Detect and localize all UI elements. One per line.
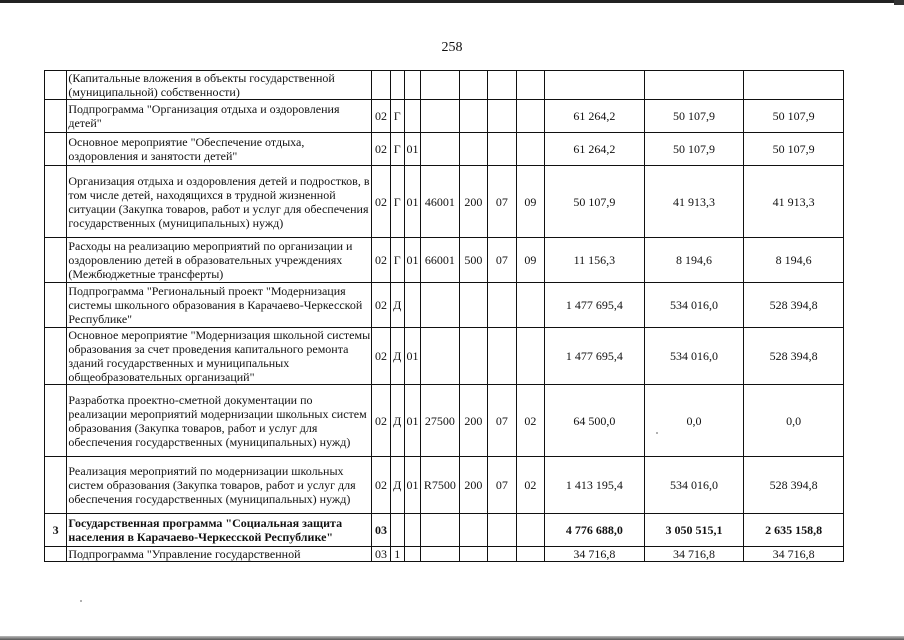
page-number: 258 xyxy=(441,40,463,55)
code-section: 07 xyxy=(488,457,516,514)
code-subprogram: Д xyxy=(390,457,404,514)
amount-year-3: 528 394,8 xyxy=(744,328,844,385)
code-section xyxy=(488,100,516,133)
code-expense-type xyxy=(459,328,487,385)
amount-year-2: 50 107,9 xyxy=(644,100,744,133)
row-number xyxy=(45,166,67,238)
amount-year-1: 1 477 695,4 xyxy=(545,283,645,328)
row-name: Разработка проектно-сметной документации по реализации мероприятий модернизации школьных систем образования (Закупка товаров, работ и услуг для обеспечения государственных (муниципальных) нужд) xyxy=(67,385,372,457)
row-name: Основное мероприятие "Модернизация школьной системы образования за счет проведения капитального ремонта зданий государственных и муниципальных общеобразовательных организаций" xyxy=(68,328,371,384)
row-number xyxy=(45,328,67,385)
code-section: 07 xyxy=(488,166,516,238)
code-section xyxy=(488,71,516,100)
code-subprogram: Г xyxy=(390,133,404,166)
code-section: 07 xyxy=(488,238,516,283)
row-name: Подпрограмма "Региональный проект "Модернизация системы школьного образования в Карачаево-Черкесской Республике" xyxy=(67,283,372,328)
row-number: 3 xyxy=(45,514,67,547)
code-expense-type xyxy=(459,133,487,166)
table-row xyxy=(45,166,844,238)
row-number xyxy=(45,547,67,562)
row-name: Реализация мероприятий по модернизации школьных систем образования (Закупка товаров, работ и услуг для обеспечения государственных (муниципальных) нужд) xyxy=(67,457,372,514)
amount-year-1: 11 156,3 xyxy=(545,238,645,283)
code-direction xyxy=(421,328,460,385)
code-subsection xyxy=(516,283,544,328)
table-row xyxy=(45,71,844,100)
code-event xyxy=(404,283,420,328)
table-row xyxy=(45,133,844,166)
code-program: 03 xyxy=(372,547,390,562)
code-expense-type xyxy=(459,514,487,547)
amount-year-3: 34 716,8 xyxy=(744,547,844,562)
row-name: Государственная программа "Социальная защита населения в Карачаево-Черкесской Республике" xyxy=(67,514,372,547)
amount-year-3: 50 107,9 xyxy=(744,133,844,166)
code-section xyxy=(488,283,516,328)
amount-year-3: 528 394,8 xyxy=(744,283,844,328)
code-expense-type xyxy=(459,283,487,328)
row-number xyxy=(45,385,67,457)
code-subprogram xyxy=(390,514,404,547)
amount-year-1: 1 477 695,4 xyxy=(545,328,645,385)
row-number xyxy=(45,283,67,328)
code-subprogram: Г xyxy=(390,238,404,283)
code-expense-type: 200 xyxy=(459,166,487,238)
code-program: 02 xyxy=(372,238,390,283)
row-number xyxy=(45,133,67,166)
code-subsection xyxy=(516,328,544,385)
amount-year-2: 534 016,0 xyxy=(644,328,744,385)
code-event: 01 xyxy=(404,328,420,385)
row-number xyxy=(45,238,67,283)
amount-year-3: 0,0 xyxy=(744,385,844,457)
code-direction xyxy=(421,100,460,133)
code-subprogram: Д xyxy=(390,283,404,328)
code-event xyxy=(404,547,420,562)
code-event xyxy=(404,100,420,133)
code-event: 01 xyxy=(404,457,420,514)
row-number xyxy=(45,100,67,133)
code-program xyxy=(372,71,390,100)
amount-year-1: 61 264,2 xyxy=(545,100,645,133)
amount-year-2: 534 016,0 xyxy=(644,283,744,328)
table-row xyxy=(45,385,844,457)
amount-year-1: 61 264,2 xyxy=(545,133,645,166)
code-program: 03 xyxy=(372,514,390,547)
code-event: 01 xyxy=(404,133,420,166)
table-row xyxy=(45,100,844,133)
code-section xyxy=(488,133,516,166)
code-event: 01 xyxy=(404,238,420,283)
code-expense-type xyxy=(459,71,487,100)
scan-corner-mark xyxy=(894,0,904,5)
code-subprogram: Г xyxy=(390,166,404,238)
code-subsection xyxy=(516,71,544,100)
amount-year-2: 41 913,3 xyxy=(644,166,744,238)
row-name: (Капитальные вложения в объекты государственной (муниципальной) собственности) xyxy=(67,71,372,100)
amount-year-1: 4 776 688,0 xyxy=(545,514,645,547)
table-row xyxy=(45,514,844,547)
scan-speck xyxy=(656,432,658,434)
code-event: 01 xyxy=(404,385,420,457)
table-row xyxy=(45,283,844,328)
amount-year-1: 1 413 195,4 xyxy=(545,457,645,514)
code-program: 02 xyxy=(372,385,390,457)
code-program: 02 xyxy=(372,457,390,514)
table-row xyxy=(45,457,844,514)
row-name: Основное мероприятие "Обеспечение отдыха, оздоровления и занятости детей" xyxy=(67,133,372,166)
code-expense-type: 200 xyxy=(459,457,487,514)
code-expense-type: 200 xyxy=(459,385,487,457)
code-section: 07 xyxy=(488,385,516,457)
amount-year-2: 50 107,9 xyxy=(644,133,744,166)
row-number xyxy=(45,457,67,514)
amount-year-3: 50 107,9 xyxy=(744,100,844,133)
row-name: Подпрограмма "Управление государственной xyxy=(67,547,372,562)
code-subsection: 09 xyxy=(516,238,544,283)
amount-year-2: 8 194,6 xyxy=(644,238,744,283)
code-program: 02 xyxy=(372,166,390,238)
amount-year-2: 3 050 515,1 xyxy=(644,514,744,547)
table-body xyxy=(45,71,844,562)
code-subsection: 02 xyxy=(516,457,544,514)
code-subsection xyxy=(516,547,544,562)
code-subprogram: Д xyxy=(390,385,404,457)
amount-year-2: 34 716,8 xyxy=(644,547,744,562)
code-subprogram xyxy=(390,71,404,100)
code-subsection xyxy=(516,514,544,547)
code-direction xyxy=(421,133,460,166)
code-program: 02 xyxy=(372,283,390,328)
code-program: 02 xyxy=(372,100,390,133)
code-section xyxy=(488,514,516,547)
code-event xyxy=(404,514,420,547)
code-subsection xyxy=(516,100,544,133)
amount-year-1: 64 500,0 xyxy=(545,385,645,457)
amount-year-2: 534 016,0 xyxy=(644,457,744,514)
code-subsection xyxy=(516,133,544,166)
code-subsection: 09 xyxy=(516,166,544,238)
code-direction xyxy=(421,71,460,100)
code-direction: 66001 xyxy=(421,238,460,283)
code-program: 02 xyxy=(372,133,390,166)
row-number xyxy=(45,71,67,100)
code-subprogram: Д xyxy=(390,328,404,385)
amount-year-1 xyxy=(545,71,645,100)
amount-year-1: 34 716,8 xyxy=(545,547,645,562)
code-direction: 27500 xyxy=(421,385,460,457)
table-row xyxy=(45,238,844,283)
amount-year-3: 8 194,6 xyxy=(744,238,844,283)
code-direction xyxy=(421,514,460,547)
code-section xyxy=(488,328,516,385)
amount-year-3 xyxy=(744,71,844,100)
code-section xyxy=(488,547,516,562)
code-direction xyxy=(421,547,460,562)
code-direction: 46001 xyxy=(421,166,460,238)
code-direction: R7500 xyxy=(421,457,460,514)
amount-year-3: 2 635 158,8 xyxy=(744,514,844,547)
budget-table xyxy=(44,70,844,562)
table-row xyxy=(45,328,844,385)
code-subprogram: 1 xyxy=(390,547,404,562)
row-name: Подпрограмма "Организация отдыха и оздоровления детей" xyxy=(67,100,372,133)
table-row xyxy=(45,547,844,562)
amount-year-1: 50 107,9 xyxy=(545,166,645,238)
amount-year-3: 41 913,3 xyxy=(744,166,844,238)
row-name: Организация отдыха и оздоровления детей и подростков, в том числе детей, находящихся в трудной жизненной ситуации (Закупка товаров, работ и услуг для обеспечения государственных (муниципальных) нужд) xyxy=(67,166,372,238)
code-expense-type xyxy=(459,547,487,562)
code-direction xyxy=(421,283,460,328)
amount-year-2: 0,0 xyxy=(644,385,744,457)
code-expense-type xyxy=(459,100,487,133)
amount-year-3: 528 394,8 xyxy=(744,457,844,514)
code-event: 01 xyxy=(404,166,420,238)
scan-bottom-edge xyxy=(0,636,904,640)
code-program: 02 xyxy=(372,328,390,385)
code-event xyxy=(404,71,420,100)
row-name: Расходы на реализацию мероприятий по организации и оздоровлению детей в образовательных учреждениях (Межбюджетные трансферты) xyxy=(67,238,372,283)
amount-year-2 xyxy=(644,71,744,100)
code-subsection: 02 xyxy=(516,385,544,457)
scan-top-edge xyxy=(0,0,904,3)
scan-speck xyxy=(80,600,82,602)
code-subprogram: Г xyxy=(390,100,404,133)
code-expense-type: 500 xyxy=(459,238,487,283)
